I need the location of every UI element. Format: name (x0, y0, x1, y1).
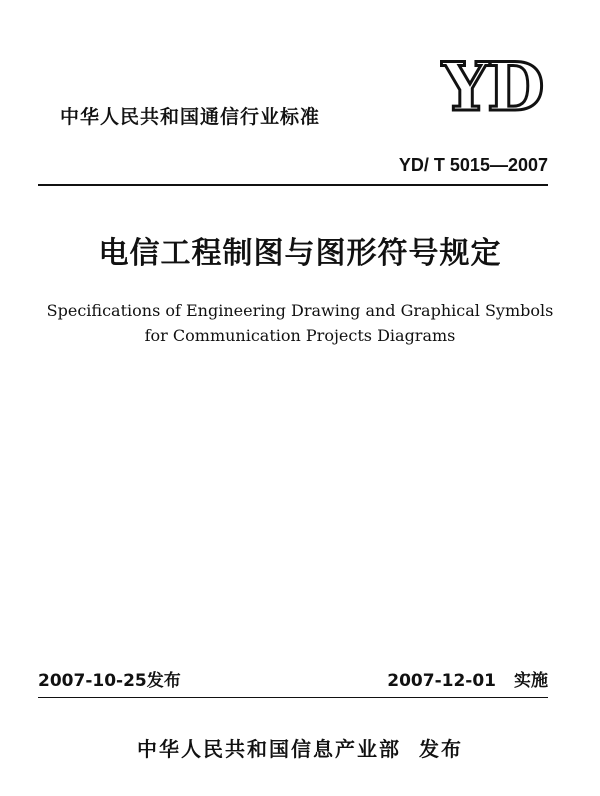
issue-date-value: 2007-10-25 (38, 671, 147, 691)
svg-text:YD: YD (442, 52, 543, 122)
footer-divider (38, 697, 548, 698)
english-title-line-1: Specifications of Engineering Drawing and Graphical Symbols (46, 301, 554, 320)
publisher-name: 中华人民共和国信息产业部 (137, 737, 401, 761)
implementation-label: 实施 (514, 671, 548, 691)
standard-number: YD/ T 5015—2007 (398, 155, 548, 175)
publish-label: 发布 (419, 737, 463, 761)
header-divider (38, 184, 548, 186)
standard-category: 中华人民共和国通信行业标准 (60, 106, 321, 128)
implementation-date (387, 666, 548, 691)
english-title-line-2: for Communication Projects Diagrams (144, 326, 456, 345)
issue-date (38, 666, 181, 691)
document-title-chinese: 电信工程制图与图形符号规定 (98, 236, 502, 271)
yd-logo (440, 52, 560, 122)
document-title-english (0, 298, 600, 348)
implementation-date-value: 2007-12-01 (387, 671, 496, 691)
publisher (0, 733, 600, 762)
issue-label: 发布 (146, 671, 181, 691)
